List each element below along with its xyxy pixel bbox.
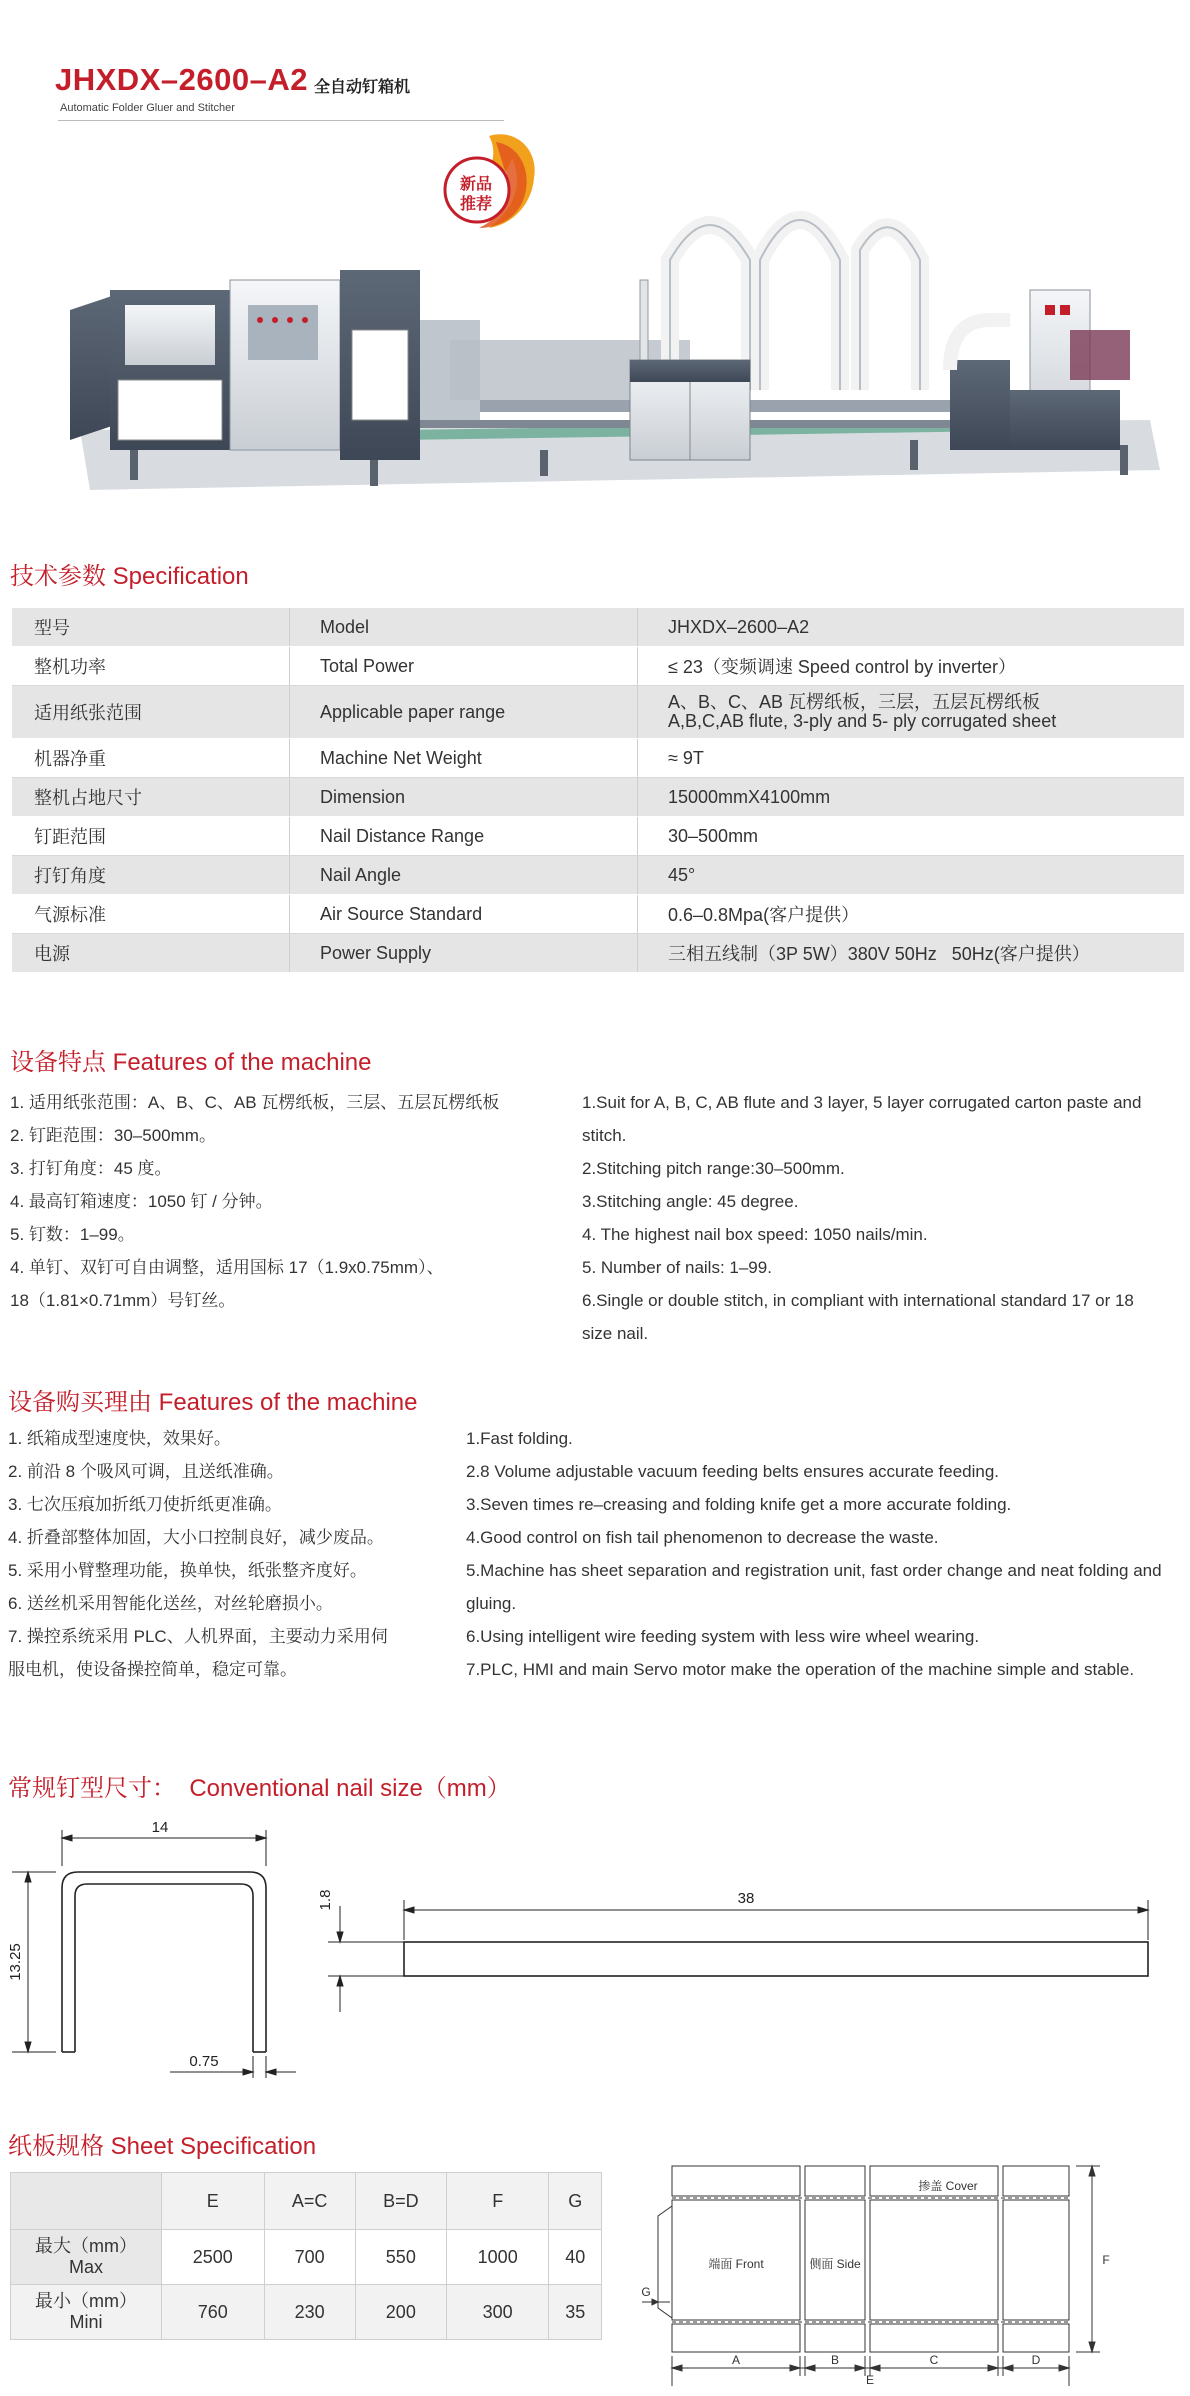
spec-row <box>12 647 1184 686</box>
reasons-section-title: 设备购买理由 Features of the machine <box>8 1389 418 1416</box>
spec-row <box>12 817 1184 856</box>
spec-value: 15000mmX4100mm <box>668 786 831 807</box>
column-header: E <box>162 2173 265 2230</box>
list-item: 3.Stitching angle: 45 degree. <box>582 1192 799 1211</box>
list-item: 3. 打钉角度：45 度。 <box>10 1159 172 1178</box>
spec-label-cn: 整机占地尺寸 <box>12 778 290 816</box>
list-item: 3.Seven times re–creasing and folding knife get a more accurate folding. <box>466 1495 1012 1514</box>
spec-label-cn: 钉距范围 <box>12 817 290 855</box>
spec-value-line-2: A,B,C,AB flute, 3-ply and 5- ply corrugated sheet <box>668 711 1057 731</box>
spec-value: 45° <box>668 864 696 885</box>
list-item: 3. 七次压痕加折纸刀使折纸更准确。 <box>8 1495 282 1514</box>
table-cell: 550 <box>355 2230 446 2285</box>
badge-line-1: 新品 <box>459 176 492 193</box>
nail-height-label: 13.25 <box>7 1943 24 1981</box>
spec-label-en: Dimension <box>290 778 638 816</box>
dim-a-label: A <box>731 2353 741 2367</box>
header-divider <box>58 120 504 121</box>
spec-value: 0.6–0.8Mpa(客户提供） <box>668 905 860 925</box>
nail-thickness-label: 1.8 <box>317 1889 334 1911</box>
features-section-title: 设备特点 Features of the machine <box>10 1049 372 1076</box>
spec-label-cn: 气源标准 <box>12 895 290 933</box>
spec-row <box>12 739 1184 778</box>
spec-label-cn: 型号 <box>12 608 290 646</box>
spec-label-cn: 整机功率 <box>12 647 290 685</box>
list-item: 2.Stitching pitch range:30–500mm. <box>582 1159 845 1178</box>
table-cell: 700 <box>264 2230 355 2285</box>
spec-value: JHXDX–2600–A2 <box>668 616 810 637</box>
table-corner <box>11 2173 162 2230</box>
dim-b-label: B <box>830 2353 840 2367</box>
table-cell: 1000 <box>446 2230 549 2285</box>
spec-label-en: Total Power <box>290 647 638 685</box>
row-label-cn: 最小（mm） <box>35 2291 137 2311</box>
spec-table <box>12 608 1184 973</box>
model-title: JHXDX–2600–A2 <box>55 62 308 97</box>
spec-row <box>12 608 1184 647</box>
model-subtitle-en: Automatic Folder Gluer and Stitcher <box>60 102 235 114</box>
row-label-en: Max <box>68 2257 103 2277</box>
list-item: 服电机，使设备操控简单，稳定可靠。 <box>8 1660 297 1679</box>
spec-row <box>12 895 1184 934</box>
nail-width-label: 14 <box>151 1819 169 1836</box>
list-item: 5. Number of nails: 1–99. <box>582 1258 772 1277</box>
list-item: 5. 钉数：1–99。 <box>10 1225 135 1244</box>
spec-row <box>12 778 1184 817</box>
dim-e-label: E <box>865 2373 875 2386</box>
list-item: 6.Using intelligent wire feeding system with less wire wheel wearing. <box>466 1627 980 1646</box>
dim-g-label: G <box>641 2285 651 2299</box>
list-item: 1. 适用纸张范围：A、B、C、AB 瓦楞纸板，三层、五层瓦楞纸板 <box>10 1093 500 1112</box>
list-item: 6. 送丝机采用智能化送丝，对丝轮磨损小。 <box>8 1594 333 1613</box>
spec-row <box>12 934 1184 973</box>
badge-line-2: 推荐 <box>459 196 492 213</box>
table-cell: 760 <box>162 2285 265 2340</box>
list-item: 4. 最高钉箱速度：1050 钉 / 分钟。 <box>10 1192 273 1211</box>
column-header: B=D <box>355 2173 446 2230</box>
spec-label-cn: 打钉角度 <box>12 856 290 894</box>
list-item: 1.Suit for A, B, C, AB flute and 3 layer, 5 layer corrugated carton paste and stitch. <box>582 1093 1142 1145</box>
cover-label: 掺盖 Cover <box>918 2179 978 2193</box>
column-header: G <box>549 2173 602 2230</box>
features-cn-list <box>10 1086 570 1317</box>
list-item: 4.Good control on fish tail phenomenon to decrease the waste. <box>466 1528 939 1547</box>
spec-label-en: Air Source Standard <box>290 895 638 933</box>
list-item: 4. The highest nail box speed: 1050 nails/min. <box>582 1225 928 1244</box>
row-label-cn: 最大（mm） <box>35 2236 137 2256</box>
list-item: 2.8 Volume adjustable vacuum feeding belts ensures accurate feeding. <box>466 1462 1000 1481</box>
table-row <box>11 2173 602 2230</box>
spec-value: 三相五线制（3P 5W）380V 50Hz 50Hz(客户提供） <box>668 944 1090 964</box>
spec-label-en: Model <box>290 608 638 646</box>
spec-label-cn: 适用纸张范围 <box>12 686 290 738</box>
spec-value <box>638 686 1184 738</box>
reasons-cn-list <box>8 1422 458 1686</box>
list-item: 1. 纸箱成型速度快，效果好。 <box>8 1429 231 1448</box>
table-cell: 300 <box>446 2285 549 2340</box>
list-item: 7. 操控系统采用 PLC、人机界面，主要动力采用伺 <box>8 1627 388 1646</box>
nail-section-title: 常规钉型尺寸： Conventional nail size（mm） <box>8 1775 511 1802</box>
table-cell: 200 <box>355 2285 446 2340</box>
list-item: 4. 折叠部整体加固，大小口控制良好，减少废品。 <box>8 1528 384 1547</box>
list-item: 1.Fast folding. <box>466 1429 573 1448</box>
dim-d-label: D <box>1031 2353 1041 2367</box>
machine-illustration <box>70 130 1170 540</box>
spec-label-cn: 电源 <box>12 934 290 972</box>
spec-row <box>12 856 1184 895</box>
spec-label-en: Applicable paper range <box>290 686 638 738</box>
table-row <box>11 2285 602 2340</box>
nail-size-drawing <box>0 1810 1190 2080</box>
table-cell: 230 <box>264 2285 355 2340</box>
spec-label-en: Nail Distance Range <box>290 817 638 855</box>
spec-section-title: 技术参数 Specification <box>10 563 249 590</box>
spec-row <box>12 686 1184 739</box>
table-cell: 2500 <box>162 2230 265 2285</box>
table-cell: 40 <box>549 2230 602 2285</box>
spec-value-line-1: A、B、C、AB 瓦楞纸板，三层，五层瓦楞纸板 <box>668 692 1041 712</box>
spec-label-en: Machine Net Weight <box>290 739 638 777</box>
spec-label-en: Power Supply <box>290 934 638 972</box>
spec-label-cn: 机器净重 <box>12 739 290 777</box>
list-item: 7.PLC, HMI and main Servo motor make the operation of the machine simple and stable. <box>466 1660 1135 1679</box>
table-row <box>11 2230 602 2285</box>
model-subtitle-cn: 全自动钉箱机 <box>314 79 411 96</box>
row-label-en: Mini <box>69 2312 103 2332</box>
list-item: 18（1.81×0.71mm）号钉丝。 <box>10 1291 236 1310</box>
list-item: 2. 前沿 8 个吸风可调，且送纸准确。 <box>8 1462 284 1481</box>
sheet-section-title: 纸板规格 Sheet Specification <box>8 2133 317 2160</box>
row-label <box>11 2285 162 2340</box>
dim-f-label: F <box>1102 2253 1110 2267</box>
nail-wire-label: 0.75 <box>189 2053 219 2070</box>
side-label: 侧面 Side <box>809 2257 861 2271</box>
list-item: 5.Machine has sheet separation and registration unit, fast order change and neat folding and gluing. <box>466 1561 1162 1613</box>
column-header: A=C <box>264 2173 355 2230</box>
list-item: 4. 单钉、双钉可自由调整，适用国标 17（1.9x0.75mm）、 <box>10 1258 444 1277</box>
row-label <box>11 2230 162 2285</box>
carton-blank-diagram <box>640 2150 1120 2386</box>
list-item: 2. 钉距范围：30–500mm。 <box>10 1126 216 1145</box>
list-item: 6.Single or double stitch, in compliant with international standard 17 or 18 size nail. <box>582 1291 1134 1343</box>
spec-value: 30–500mm <box>668 825 759 846</box>
dim-c-label: C <box>929 2353 939 2367</box>
reasons-en-list <box>466 1422 1166 1686</box>
list-item: 5. 采用小臂整理功能，换单快，纸张整齐度好。 <box>8 1561 367 1580</box>
table-cell: 35 <box>549 2285 602 2340</box>
features-en-list <box>582 1086 1162 1350</box>
spec-value: ≈ 9T <box>668 747 704 768</box>
column-header: F <box>446 2173 549 2230</box>
nail-length-label: 38 <box>737 1890 755 1907</box>
front-label: 端面 Front <box>708 2257 764 2271</box>
spec-value: ≤ 23（变频调速 Speed control by inverter） <box>668 657 1017 677</box>
new-product-badge-text <box>450 175 502 215</box>
sheet-spec-table <box>10 2172 602 2340</box>
spec-label-en: Nail Angle <box>290 856 638 894</box>
